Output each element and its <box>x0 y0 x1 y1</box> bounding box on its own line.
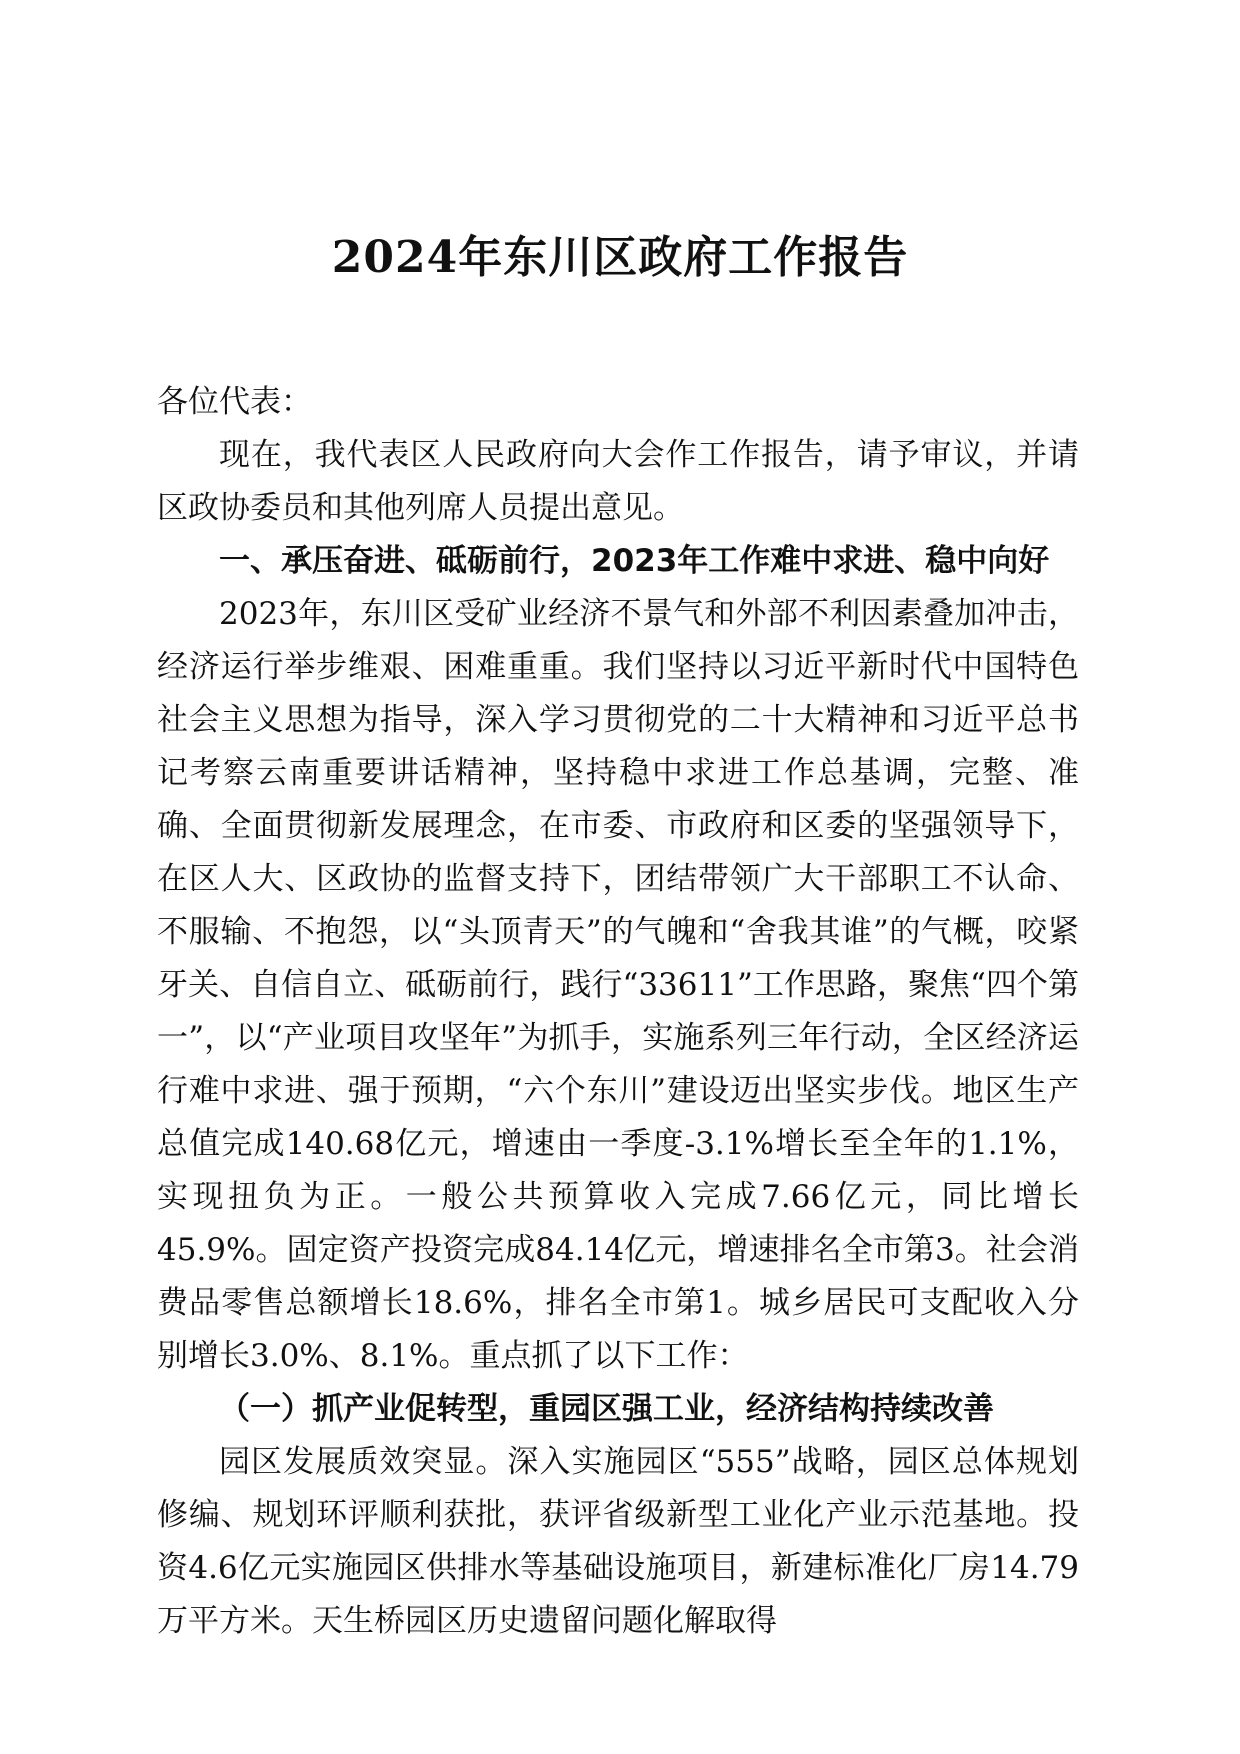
document-title: 2024年东川区政府工作报告 <box>331 232 909 283</box>
salutation: 各位代表： <box>157 384 312 420</box>
section-body-paragraph: 2023年，东川区受矿业经济不景气和外部不利因素叠加冲击，经济运行举步维艰、困难重重。我们坚持以习近平新时代中国特色社会主义思想为指导，深入学习贯彻党的二十大精神和习近平总书记考察云南重要讲话精神，坚持稳中求进工作总基调，完整、准确、全面贯彻新发展理念，在市委、市政府和区委的坚强领导下，在区人大、区政协的监督支持下，团结带领广大干部职工不认命、不服输、不抱怨，以“头顶青天”的气魄和“舍我其谁”的气概，咬紧牙关、自信自立、砥砺前行，践行“33611”工作思路，聚焦“四个第一”，以“产业项目攻坚年”为抓手，实施系列三年行动，全区经济运行难中求进、强于预期，“六个东川”建设迈出坚实步伐。地区生产总值完成140.68亿元，增速由一季度-3.1%增长至全年的1.1%，实现扭负为正。一般公共预算收入完成7.66亿元，同比增长45.9%。固定资产投资完成84.14亿元，增速排名全市第3。社会消费品零售总额增长18.6%，排名全市第1。城乡居民可支配收入分别增长3.0%、8.1%。重点抓了以下工作： <box>157 596 1079 1374</box>
section-heading: 一、承压奋进、砥砺前行，2023年工作难中求进、稳中向好 <box>219 543 1050 579</box>
subsection-heading: （一）抓产业促转型，重园区强工业，经济结构持续改善 <box>219 1391 994 1427</box>
document-body <box>157 376 1079 1648</box>
intro-paragraph: 现在，我代表区人民政府向大会作工作报告，请予审议，并请区政协委员和其他列席人员提出意见。 <box>157 437 1079 526</box>
subsection-body-paragraph: 园区发展质效突显。深入实施园区“555”战略，园区总体规划修编、规划环评顺利获批，获评省级新型工业化产业示范基地。投资4.6亿元实施园区供排水等基础设施项目，新建标准化厂房14.79万平方米。天生桥园区历史遗留问题化解取得 <box>157 1444 1079 1639</box>
